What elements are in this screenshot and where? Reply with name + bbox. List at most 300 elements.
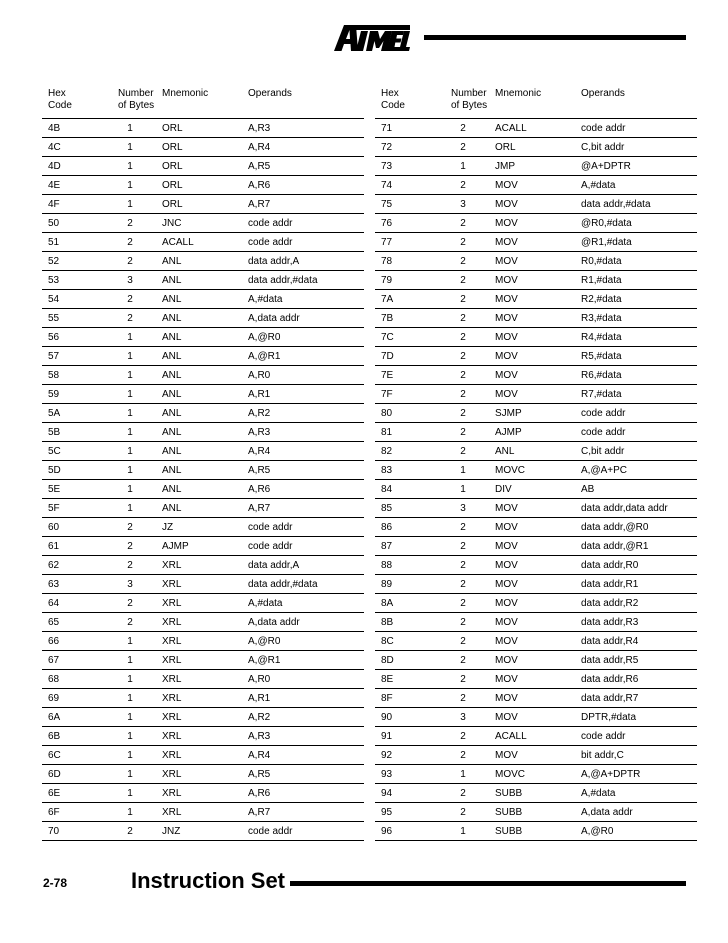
cell-operands: data addr,A xyxy=(242,252,364,271)
cell-hex-code: 84 xyxy=(375,480,437,499)
cell-operands: A,@R1 xyxy=(242,347,364,366)
cell-operands: data addr,#data xyxy=(242,271,364,290)
table-header-row xyxy=(42,86,364,119)
table-row xyxy=(375,271,697,290)
cell-hex-code: 7A xyxy=(375,290,437,309)
cell-hex-code: 5E xyxy=(42,480,104,499)
table-row xyxy=(375,157,697,176)
cell-operands: data addr,R1 xyxy=(575,575,697,594)
cell-operands: A,R3 xyxy=(242,119,364,138)
cell-hex-code: 78 xyxy=(375,252,437,271)
cell-mnemonic: MOV xyxy=(489,537,575,556)
cell-hex-code: 6E xyxy=(42,784,104,803)
cell-hex-code: 93 xyxy=(375,765,437,784)
table-row xyxy=(375,670,697,689)
cell-hex-code: 8D xyxy=(375,651,437,670)
cell-number-of-bytes: 1 xyxy=(104,442,156,461)
cell-hex-code: 51 xyxy=(42,233,104,252)
table-row xyxy=(375,689,697,708)
cell-number-of-bytes: 2 xyxy=(437,594,489,613)
cell-mnemonic: XRL xyxy=(156,594,242,613)
cell-operands: data addr,R5 xyxy=(575,651,697,670)
table-row xyxy=(375,556,697,575)
cell-number-of-bytes: 2 xyxy=(104,518,156,537)
cell-operands: A,R5 xyxy=(242,157,364,176)
cell-mnemonic: MOV xyxy=(489,366,575,385)
cell-mnemonic: ORL xyxy=(156,119,242,138)
table-row xyxy=(42,537,364,556)
cell-number-of-bytes: 2 xyxy=(437,385,489,404)
cell-mnemonic: MOV xyxy=(489,632,575,651)
cell-number-of-bytes: 2 xyxy=(437,271,489,290)
col-header-hex-code: Hex Code xyxy=(375,86,437,119)
cell-number-of-bytes: 2 xyxy=(437,233,489,252)
cell-operands: R3,#data xyxy=(575,309,697,328)
cell-mnemonic: XRL xyxy=(156,651,242,670)
cell-mnemonic: MOV xyxy=(489,233,575,252)
cell-operands: A,@R0 xyxy=(242,328,364,347)
footer-rule xyxy=(290,881,686,886)
table-row xyxy=(375,499,697,518)
cell-number-of-bytes: 2 xyxy=(437,632,489,651)
cell-hex-code: 68 xyxy=(42,670,104,689)
cell-hex-code: 4B xyxy=(42,119,104,138)
table-row xyxy=(42,328,364,347)
cell-hex-code: 74 xyxy=(375,176,437,195)
cell-number-of-bytes: 2 xyxy=(437,651,489,670)
table-row xyxy=(42,138,364,157)
cell-operands: A,R0 xyxy=(242,670,364,689)
cell-operands: C,bit addr xyxy=(575,138,697,157)
table-row xyxy=(42,499,364,518)
cell-mnemonic: XRL xyxy=(156,575,242,594)
cell-mnemonic: XRL xyxy=(156,556,242,575)
cell-mnemonic: MOV xyxy=(489,651,575,670)
cell-mnemonic: ANL xyxy=(156,252,242,271)
cell-number-of-bytes: 2 xyxy=(437,746,489,765)
cell-mnemonic: XRL xyxy=(156,670,242,689)
cell-operands: A,#data xyxy=(242,594,364,613)
cell-mnemonic: SJMP xyxy=(489,404,575,423)
cell-number-of-bytes: 2 xyxy=(437,575,489,594)
cell-mnemonic: ANL xyxy=(156,480,242,499)
cell-hex-code: 50 xyxy=(42,214,104,233)
cell-mnemonic: ORL xyxy=(156,195,242,214)
cell-number-of-bytes: 1 xyxy=(104,423,156,442)
cell-hex-code: 95 xyxy=(375,803,437,822)
table-row xyxy=(42,613,364,632)
cell-hex-code: 5C xyxy=(42,442,104,461)
cell-hex-code: 82 xyxy=(375,442,437,461)
cell-number-of-bytes: 1 xyxy=(437,157,489,176)
cell-hex-code: 52 xyxy=(42,252,104,271)
cell-hex-code: 60 xyxy=(42,518,104,537)
cell-mnemonic: SUBB xyxy=(489,822,575,841)
cell-number-of-bytes: 2 xyxy=(104,537,156,556)
cell-number-of-bytes: 2 xyxy=(437,537,489,556)
cell-mnemonic: ANL xyxy=(156,271,242,290)
cell-number-of-bytes: 1 xyxy=(104,347,156,366)
cell-hex-code: 6A xyxy=(42,708,104,727)
cell-operands: A,R4 xyxy=(242,746,364,765)
opcode-table-left xyxy=(42,86,364,841)
cell-operands: A,R2 xyxy=(242,708,364,727)
cell-mnemonic: JNZ xyxy=(156,822,242,841)
cell-mnemonic: XRL xyxy=(156,784,242,803)
cell-number-of-bytes: 2 xyxy=(104,822,156,841)
col-header-mnemonic: Mnemonic xyxy=(156,86,242,119)
cell-number-of-bytes: 1 xyxy=(104,689,156,708)
cell-operands: A,data addr xyxy=(575,803,697,822)
cell-hex-code: 92 xyxy=(375,746,437,765)
opcode-table-right xyxy=(375,86,697,841)
table-row xyxy=(42,689,364,708)
cell-number-of-bytes: 1 xyxy=(104,708,156,727)
cell-operands: A,@A+DPTR xyxy=(575,765,697,784)
cell-mnemonic: MOV xyxy=(489,556,575,575)
cell-mnemonic: XRL xyxy=(156,746,242,765)
cell-number-of-bytes: 1 xyxy=(104,461,156,480)
col-header-mnemonic: Mnemonic xyxy=(489,86,575,119)
cell-operands: @R1,#data xyxy=(575,233,697,252)
table-row xyxy=(375,176,697,195)
cell-number-of-bytes: 1 xyxy=(104,784,156,803)
cell-hex-code: 90 xyxy=(375,708,437,727)
cell-hex-code: 96 xyxy=(375,822,437,841)
cell-number-of-bytes: 1 xyxy=(104,632,156,651)
cell-number-of-bytes: 1 xyxy=(104,328,156,347)
cell-number-of-bytes: 3 xyxy=(437,708,489,727)
cell-mnemonic: MOV xyxy=(489,195,575,214)
cell-mnemonic: ANL xyxy=(156,385,242,404)
cell-hex-code: 73 xyxy=(375,157,437,176)
cell-mnemonic: MOV xyxy=(489,499,575,518)
table-row xyxy=(42,271,364,290)
table-row xyxy=(375,480,697,499)
cell-mnemonic: ANL xyxy=(156,442,242,461)
cell-operands: A,data addr xyxy=(242,309,364,328)
cell-mnemonic: MOV xyxy=(489,746,575,765)
cell-number-of-bytes: 1 xyxy=(104,119,156,138)
cell-hex-code: 89 xyxy=(375,575,437,594)
cell-mnemonic: MOV xyxy=(489,252,575,271)
cell-hex-code: 61 xyxy=(42,537,104,556)
cell-number-of-bytes: 1 xyxy=(104,765,156,784)
table-row xyxy=(42,670,364,689)
cell-hex-code: 66 xyxy=(42,632,104,651)
cell-mnemonic: XRL xyxy=(156,708,242,727)
table-row xyxy=(375,214,697,233)
table-row xyxy=(42,632,364,651)
cell-hex-code: 4E xyxy=(42,176,104,195)
cell-operands: A,R2 xyxy=(242,404,364,423)
cell-mnemonic: MOV xyxy=(489,385,575,404)
table-row xyxy=(375,328,697,347)
cell-number-of-bytes: 2 xyxy=(104,214,156,233)
cell-hex-code: 81 xyxy=(375,423,437,442)
cell-number-of-bytes: 1 xyxy=(104,670,156,689)
atmel-logo xyxy=(334,22,410,52)
cell-operands: data addr,#data xyxy=(575,195,697,214)
table-row xyxy=(375,195,697,214)
table-row xyxy=(375,252,697,271)
cell-mnemonic: ORL xyxy=(156,138,242,157)
cell-hex-code: 4F xyxy=(42,195,104,214)
cell-operands: data addr,R0 xyxy=(575,556,697,575)
table-row xyxy=(42,708,364,727)
cell-number-of-bytes: 2 xyxy=(437,803,489,822)
cell-hex-code: 76 xyxy=(375,214,437,233)
cell-number-of-bytes: 2 xyxy=(437,727,489,746)
cell-mnemonic: ANL xyxy=(489,442,575,461)
cell-mnemonic: MOVC xyxy=(489,461,575,480)
table-row xyxy=(42,176,364,195)
table-row xyxy=(42,347,364,366)
cell-operands: data addr,R7 xyxy=(575,689,697,708)
cell-mnemonic: ANL xyxy=(156,347,242,366)
cell-hex-code: 6B xyxy=(42,727,104,746)
table-row xyxy=(375,119,697,138)
cell-number-of-bytes: 2 xyxy=(104,594,156,613)
cell-hex-code: 7E xyxy=(375,366,437,385)
cell-mnemonic: ORL xyxy=(156,176,242,195)
cell-mnemonic: ORL xyxy=(156,157,242,176)
cell-operands: data addr,data addr xyxy=(575,499,697,518)
cell-mnemonic: MOV xyxy=(489,271,575,290)
table-row xyxy=(375,613,697,632)
cell-number-of-bytes: 1 xyxy=(104,385,156,404)
cell-hex-code: 79 xyxy=(375,271,437,290)
cell-hex-code: 77 xyxy=(375,233,437,252)
cell-number-of-bytes: 2 xyxy=(437,366,489,385)
cell-number-of-bytes: 2 xyxy=(437,442,489,461)
cell-operands: code addr xyxy=(575,404,697,423)
cell-hex-code: 5A xyxy=(42,404,104,423)
cell-number-of-bytes: 2 xyxy=(437,309,489,328)
table-row xyxy=(42,518,364,537)
cell-hex-code: 64 xyxy=(42,594,104,613)
table-row xyxy=(375,537,697,556)
cell-number-of-bytes: 1 xyxy=(104,157,156,176)
cell-number-of-bytes: 2 xyxy=(437,252,489,271)
col-header-operands: Operands xyxy=(575,86,697,119)
table-row xyxy=(375,290,697,309)
cell-number-of-bytes: 2 xyxy=(437,119,489,138)
cell-mnemonic: ANL xyxy=(156,404,242,423)
cell-number-of-bytes: 2 xyxy=(437,347,489,366)
cell-hex-code: 6F xyxy=(42,803,104,822)
cell-hex-code: 5B xyxy=(42,423,104,442)
cell-mnemonic: JNC xyxy=(156,214,242,233)
table-row xyxy=(375,423,697,442)
table-row xyxy=(42,157,364,176)
cell-number-of-bytes: 2 xyxy=(437,613,489,632)
cell-operands: @A+DPTR xyxy=(575,157,697,176)
cell-operands: A,R3 xyxy=(242,727,364,746)
cell-number-of-bytes: 3 xyxy=(437,195,489,214)
table-row xyxy=(375,746,697,765)
cell-operands: A,R1 xyxy=(242,385,364,404)
table-row xyxy=(375,461,697,480)
cell-operands: A,R7 xyxy=(242,803,364,822)
cell-hex-code: 88 xyxy=(375,556,437,575)
cell-operands: @R0,#data xyxy=(575,214,697,233)
cell-operands: data addr,R4 xyxy=(575,632,697,651)
cell-mnemonic: SUBB xyxy=(489,784,575,803)
cell-number-of-bytes: 1 xyxy=(104,803,156,822)
cell-number-of-bytes: 1 xyxy=(104,727,156,746)
cell-operands: code addr xyxy=(575,423,697,442)
cell-operands: C,bit addr xyxy=(575,442,697,461)
cell-hex-code: 83 xyxy=(375,461,437,480)
cell-mnemonic: MOV xyxy=(489,689,575,708)
cell-number-of-bytes: 2 xyxy=(437,556,489,575)
cell-mnemonic: ACALL xyxy=(156,233,242,252)
cell-number-of-bytes: 1 xyxy=(437,822,489,841)
cell-operands: A,@R1 xyxy=(242,651,364,670)
table-row xyxy=(42,366,364,385)
cell-mnemonic: DIV xyxy=(489,480,575,499)
cell-mnemonic: MOV xyxy=(489,575,575,594)
cell-mnemonic: ANL xyxy=(156,499,242,518)
table-row xyxy=(42,480,364,499)
col-header-operands: Operands xyxy=(242,86,364,119)
cell-operands: R4,#data xyxy=(575,328,697,347)
cell-operands: R6,#data xyxy=(575,366,697,385)
table-row xyxy=(42,556,364,575)
cell-number-of-bytes: 1 xyxy=(437,480,489,499)
cell-hex-code: 8E xyxy=(375,670,437,689)
cell-hex-code: 7F xyxy=(375,385,437,404)
cell-operands: A,R3 xyxy=(242,423,364,442)
cell-number-of-bytes: 2 xyxy=(104,233,156,252)
table-row xyxy=(375,822,697,841)
cell-hex-code: 67 xyxy=(42,651,104,670)
table-row xyxy=(375,309,697,328)
cell-mnemonic: ACALL xyxy=(489,119,575,138)
table-row xyxy=(375,784,697,803)
cell-hex-code: 7C xyxy=(375,328,437,347)
table-row xyxy=(42,727,364,746)
cell-mnemonic: ANL xyxy=(156,328,242,347)
cell-number-of-bytes: 2 xyxy=(104,613,156,632)
cell-hex-code: 5F xyxy=(42,499,104,518)
cell-number-of-bytes: 1 xyxy=(437,461,489,480)
table-row xyxy=(42,461,364,480)
cell-number-of-bytes: 2 xyxy=(437,138,489,157)
table-row xyxy=(42,822,364,841)
cell-mnemonic: JZ xyxy=(156,518,242,537)
cell-mnemonic: ANL xyxy=(156,423,242,442)
cell-mnemonic: MOV xyxy=(489,347,575,366)
cell-hex-code: 72 xyxy=(375,138,437,157)
table-row xyxy=(375,366,697,385)
cell-hex-code: 75 xyxy=(375,195,437,214)
cell-mnemonic: XRL xyxy=(156,765,242,784)
cell-mnemonic: MOV xyxy=(489,309,575,328)
col-header-number-of-bytes: Number of Bytes xyxy=(104,86,156,119)
table-row xyxy=(375,727,697,746)
table-row xyxy=(42,765,364,784)
cell-hex-code: 69 xyxy=(42,689,104,708)
table-row xyxy=(42,575,364,594)
col-header-hex-code: Hex Code xyxy=(42,86,104,119)
cell-number-of-bytes: 1 xyxy=(104,138,156,157)
cell-number-of-bytes: 1 xyxy=(104,366,156,385)
cell-operands: A,R1 xyxy=(242,689,364,708)
cell-operands: data addr,R3 xyxy=(575,613,697,632)
cell-hex-code: 86 xyxy=(375,518,437,537)
cell-operands: data addr,A xyxy=(242,556,364,575)
table-row xyxy=(42,119,364,138)
cell-number-of-bytes: 2 xyxy=(104,290,156,309)
cell-operands: A,R6 xyxy=(242,176,364,195)
cell-operands: A,data addr xyxy=(242,613,364,632)
cell-mnemonic: MOV xyxy=(489,708,575,727)
cell-operands: data addr,@R1 xyxy=(575,537,697,556)
section-title: Instruction Set xyxy=(131,868,286,893)
cell-operands: data addr,R6 xyxy=(575,670,697,689)
cell-operands: data addr,#data xyxy=(242,575,364,594)
cell-hex-code: 58 xyxy=(42,366,104,385)
cell-operands: code addr xyxy=(242,822,364,841)
cell-operands: A,#data xyxy=(575,784,697,803)
table-row xyxy=(42,594,364,613)
cell-hex-code: 55 xyxy=(42,309,104,328)
table-row xyxy=(42,195,364,214)
table-row xyxy=(42,290,364,309)
cell-number-of-bytes: 1 xyxy=(104,651,156,670)
cell-hex-code: 8F xyxy=(375,689,437,708)
cell-number-of-bytes: 2 xyxy=(104,556,156,575)
table-row xyxy=(42,252,364,271)
cell-mnemonic: AJMP xyxy=(156,537,242,556)
table-row xyxy=(42,404,364,423)
cell-operands: data addr,R2 xyxy=(575,594,697,613)
cell-number-of-bytes: 2 xyxy=(437,518,489,537)
table-row xyxy=(42,803,364,822)
table-row xyxy=(375,385,697,404)
cell-number-of-bytes: 2 xyxy=(437,328,489,347)
cell-operands: code addr xyxy=(575,119,697,138)
table-row xyxy=(375,138,697,157)
table-row xyxy=(375,347,697,366)
cell-hex-code: 80 xyxy=(375,404,437,423)
cell-operands: A,R6 xyxy=(242,480,364,499)
cell-mnemonic: ANL xyxy=(156,461,242,480)
cell-number-of-bytes: 2 xyxy=(437,670,489,689)
cell-hex-code: 54 xyxy=(42,290,104,309)
cell-mnemonic: JMP xyxy=(489,157,575,176)
table-row xyxy=(375,575,697,594)
table-row xyxy=(42,784,364,803)
cell-operands: code addr xyxy=(242,214,364,233)
cell-mnemonic: MOV xyxy=(489,214,575,233)
cell-number-of-bytes: 2 xyxy=(437,214,489,233)
cell-hex-code: 71 xyxy=(375,119,437,138)
table-row xyxy=(42,309,364,328)
cell-mnemonic: XRL xyxy=(156,613,242,632)
cell-mnemonic: MOV xyxy=(489,670,575,689)
cell-mnemonic: ACALL xyxy=(489,727,575,746)
cell-hex-code: 63 xyxy=(42,575,104,594)
cell-mnemonic: MOV xyxy=(489,328,575,347)
page-number: 2-78 xyxy=(43,876,68,890)
cell-operands: code addr xyxy=(242,518,364,537)
cell-mnemonic: XRL xyxy=(156,803,242,822)
cell-operands: R1,#data xyxy=(575,271,697,290)
cell-mnemonic: MOV xyxy=(489,518,575,537)
